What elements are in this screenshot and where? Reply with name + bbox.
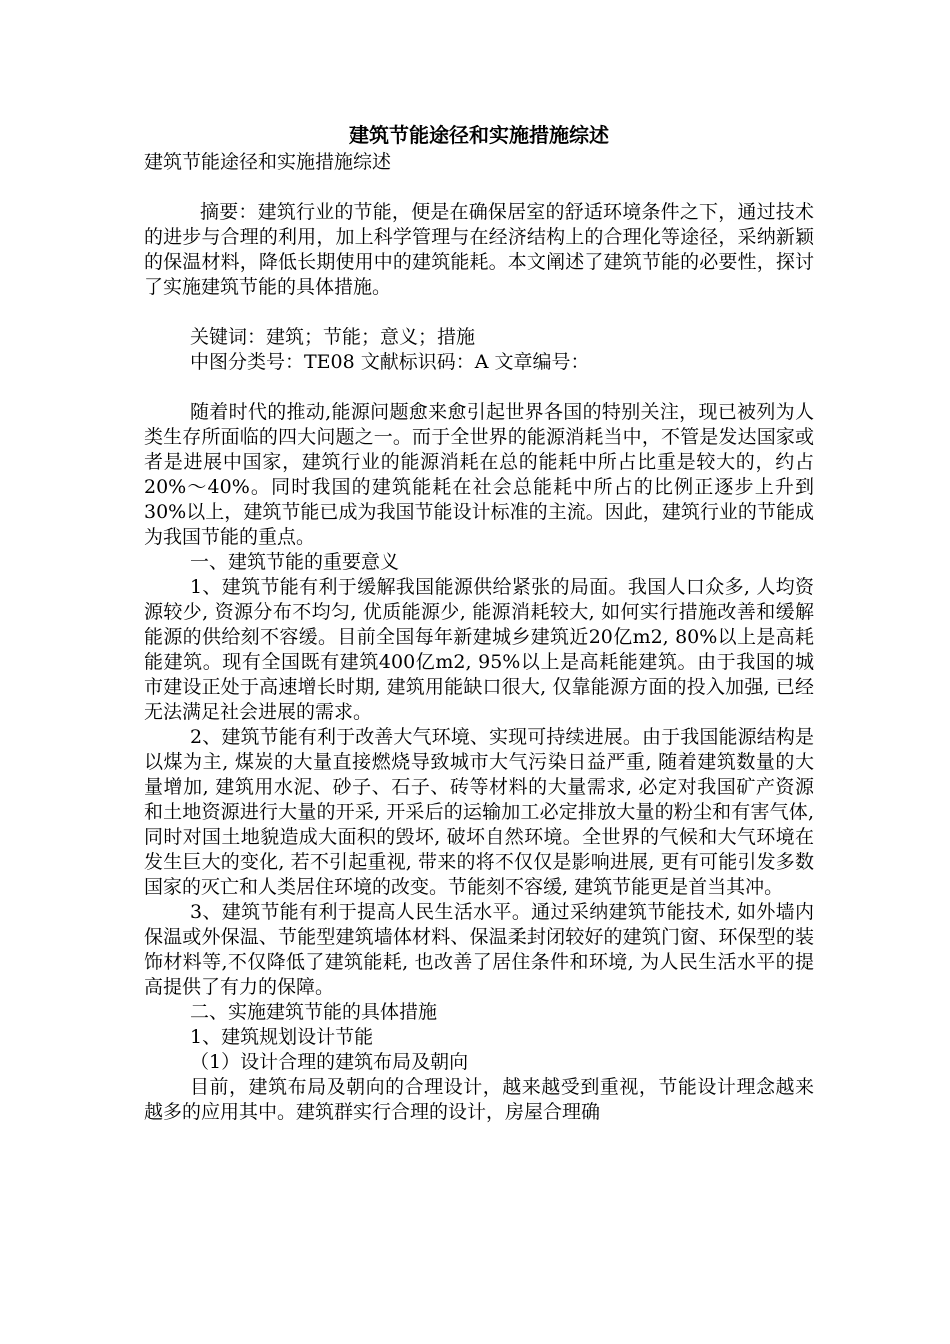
classification-line: 中图分类号：TE08 文献标识码：A 文章编号： [190,351,590,373]
section2-paragraph-1: 目前，建筑布局及朝向的合理设计，越来越受到重视，节能设计理念越来越多的应用其中。建筑群实行合理的设计，房屋合理确 [144,1076,814,1123]
subsection-heading-1: 1、建筑规划设计节能 [190,1026,374,1048]
document-subtitle: 建筑节能途径和实施措施综述 [144,151,392,173]
section-heading-1: 一、建筑节能的重要意义 [190,551,400,573]
section1-paragraph-1: 1、建筑节能有利于缓解我国能源供给紧张的局面。我国人口众多, 人均资源较少, 资源分布不均匀, 优质能源少, 能源消耗较大, 如何实行措施改善和缓解能源的供给刻不容缓。目前全国每年新建城乡建筑近20亿m2, 80%以上是高耗能建筑。现有全国既有建筑400亿m2, 95%以上是高耗能建筑。由于我国的城市建设正处于高速增长时期, 建筑用能缺口很大, 仅靠能源方面的投入加强, 已经无法满足社会进展的需求。 [144,576,814,723]
document-page [144,120,814,1125]
keywords-line: 关键词：建筑；节能；意义；措施 [190,326,476,348]
abstract-paragraph: 摘要：建筑行业的节能，便是在确保居室的舒适环境条件之下，通过技术的进步与合理的利用，加上科学管理与在经济结构上的合理化等途径，采纳新颖的保温材料，降低长期使用中的建筑能耗。本文阐述了建筑节能的必要性，探讨了实施建筑节能的具体措施。 [144,201,814,298]
spacer [144,375,814,400]
spacer [144,175,814,200]
section-heading-2: 二、实施建筑节能的具体措施 [190,1001,438,1023]
document-title: 建筑节能途径和实施措施综述 [349,123,609,147]
section1-paragraph-3: 3、建筑节能有利于提高人民生活水平。通过采纳建筑节能技术, 如外墙内保温或外保温、节能型建筑墙体材料、保温柔封闭较好的建筑门窗、环保型的装饰材料等,不仅降低了建筑能耗, 也改善了居住条件和环境, 为人民生活水平的提高提供了有力的保障。 [144,901,814,998]
intro-paragraph: 随着时代的推动,能源问题愈来愈引起世界各国的特别关注，现已被列为人类生存所面临的四大问题之一。而于全世界的能源消耗当中，不管是发达国家或者是进展中国家，建筑行业的能源消耗在总的能耗中所占比重是较大的，约占20%～40%。同时我国的建筑能耗在社会总能耗中所占的比例正逐步上升到30%以上，建筑节能已成为我国节能设计标准的主流。因此，建筑行业的节能成为我国节能的重点。 [144,401,814,548]
subsection-heading-1-1: （1）设计合理的建筑布局及朝向 [190,1051,469,1073]
spacer [144,300,814,325]
section1-paragraph-2: 2、建筑节能有利于改善大气环境、实现可持续进展。由于我国能源结构是以煤为主, 煤炭的大量直接燃烧导致城市大气污染日益严重, 随着建筑数量的大量增加, 建筑用水泥、砂子、石子、砖等材料的大量需求, 必定对我国矿产资源和土地资源进行大量的开采, 开采后的运输加工必定排放大量的粉尘和有害气体, 同时对国土地貌造成大面积的毁坏, 破坏自然环境。全世界的气候和大气环境在发生巨大的变化, 若不引起重视, 带来的将不仅仅是影响进展, 更有可能引发多数国家的灭亡和人类居住环境的改变。节能刻不容缓, 建筑节能更是首当其冲。 [144,726,814,898]
